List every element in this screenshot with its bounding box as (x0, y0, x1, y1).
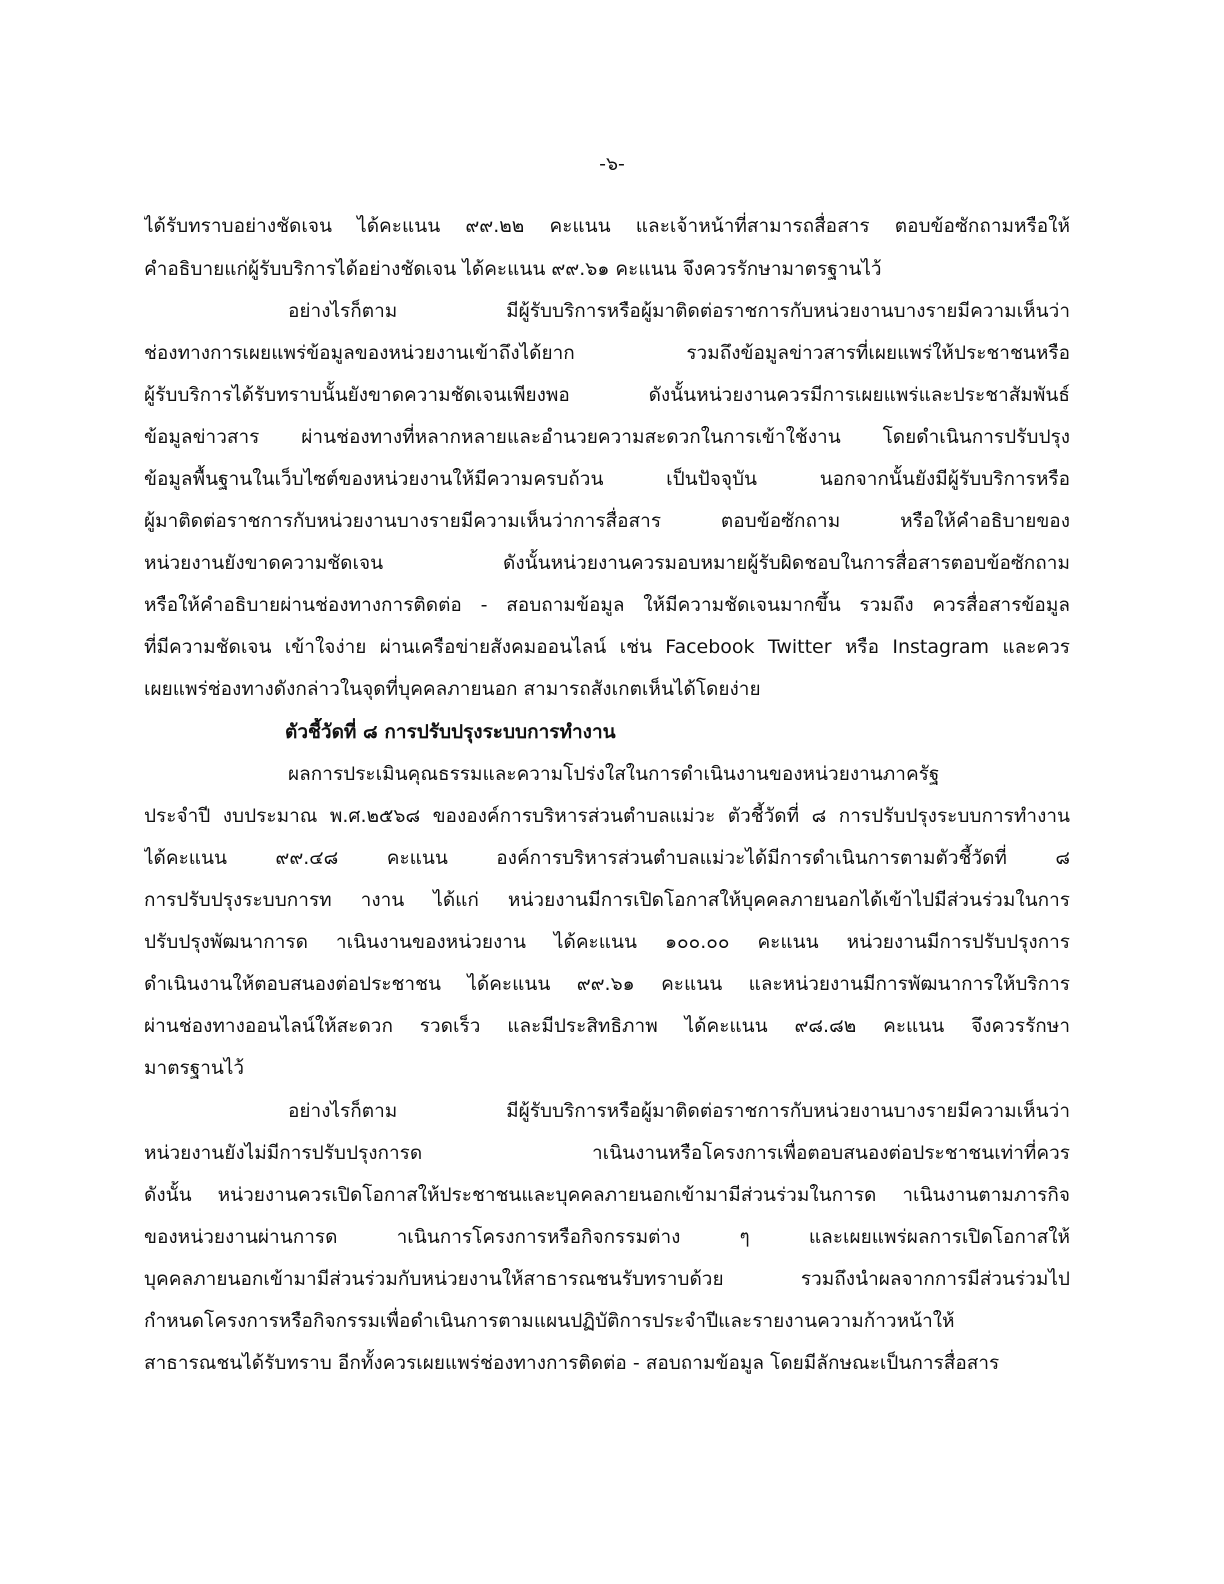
text-line: หน่วยงานยังไม่มีการปรับปรุงการด าเนินงานหรือโครงการเพื่อตอบสนองต่อประชาชนเท่าที่ควร (144, 1142, 1070, 1164)
text-line: ผู้มาติดต่อราชการกับหน่วยงานบางรายมีความเห็นว่าการสื่อสาร ตอบข้อซักถาม หรือให้คำอธิบายของ (144, 510, 1070, 532)
text-line: คำอธิบายแก่ผู้รับบริการได้อย่างชัดเจน ได้คะแนน ๙๙.๖๑ คะแนน จึงควรรักษามาตรฐานไว้ (144, 258, 882, 280)
text-line: มาตรฐานไว้ (144, 1057, 245, 1079)
text-line: ได้คะแนน ๙๙.๔๘ คะแนน องค์การบริหารส่วนตำบลแม่วะได้มีการดำเนินการตามตัวชี้วัดที่ ๘ (144, 847, 1070, 869)
text-line: ช่องทางการเผยแพร่ข้อมูลของหน่วยงานเข้าถึงได้ยาก รวมถึงข้อมูลข่าวสารที่เผยแพร่ให้ประชาชนหรือ (144, 342, 1070, 364)
text-line: สาธารณชนได้รับทราบ อีกทั้งควรเผยแพร่ช่องทางการติดต่อ - สอบถามข้อมูล โดยมีลักษณะเป็นการสื่อสาร (144, 1352, 1000, 1374)
text-line: ปรับปรุงพัฒนาการด าเนินงานของหน่วยงาน ได้คะแนน ๑๐๐.๐๐ คะแนน หน่วยงานมีการปรับปรุงการ (144, 931, 1070, 953)
text-line: ข้อมูลพื้นฐานในเว็บไซต์ของหน่วยงานให้มีความครบถ้วน เป็นปัจจุบัน นอกจากนั้นยังมีผู้รับบริการหรือ (144, 468, 1070, 490)
page-number: -๖- (599, 153, 625, 175)
text-line: ของหน่วยงานผ่านการด าเนินการโครงการหรือกิจกรรมต่าง ๆ และเผยแพร่ผลการเปิดโอกาสให้ (144, 1226, 1070, 1248)
paragraph-first-line: ผลการประเมินคุณธรรมและความโปร่งใสในการดำเนินงานของหน่วยงานภาครัฐ (288, 763, 940, 785)
text-line: เผยแพร่ช่องทางดังกล่าวในจุดที่บุคคลภายนอก สามารถสังเกตเห็นได้โดยง่าย (144, 678, 761, 700)
text-line: ข้อมูลข่าวสาร ผ่านช่องทางที่หลากหลายและอำนวยความสะดวกในการเข้าใช้งาน โดยดำเนินการปรับปรุง (144, 426, 1070, 448)
text-line: ประจำปี งบประมาณ พ.ศ.๒๕๖๘ ขององค์การบริหารส่วนตำบลแม่วะ ตัวชี้วัดที่ ๘ การปรับปรุงระบบการทำงาน (144, 805, 1070, 827)
text-line: ได้รับทราบอย่างชัดเจน ได้คะแนน ๙๙.๒๒ คะแนน และเจ้าหน้าที่สามารถสื่อสาร ตอบข้อซักถามหรือให้ (144, 215, 1070, 237)
text-line: หน่วยงานยังขาดความชัดเจน ดังนั้นหน่วยงานควรมอบหมายผู้รับผิดชอบในการสื่อสารตอบข้อซักถาม (144, 552, 1070, 574)
text-line: กำหนดโครงการหรือกิจกรรมเพื่อดำเนินการตามแผนปฏิบัติการประจำปีและรายงานความก้าวหน้าให้ (144, 1310, 955, 1332)
text-line: ผ่านช่องทางออนไลน์ให้สะดวก รวดเร็ว และมีประสิทธิภาพ ได้คะแนน ๙๘.๘๒ คะแนน จึงควรรักษา (144, 1015, 1070, 1037)
text-line: การปรับปรุงระบบการท างาน ได้แก่ หน่วยงานมีการเปิดโอกาสให้บุคคลภายนอกได้เข้าไปมีส่วนร่วมในการ (144, 889, 1070, 911)
paragraph-first-line: อย่างไรก็ตาม มีผู้รับบริการหรือผู้มาติดต่อราชการกับหน่วยงานบางรายมีความเห็นว่า (288, 1100, 1070, 1122)
section-heading: ตัวชี้วัดที่ ๘ การปรับปรุงระบบการทำงาน (285, 721, 616, 743)
text-line: ที่มีความชัดเจน เข้าใจง่าย ผ่านเครือข่ายสังคมออนไลน์ เช่น Facebook Twitter หรือ Instagram และควร (144, 636, 1070, 658)
text-line: ดำเนินงานให้ตอบสนองต่อประชาชน ได้คะแนน ๙๙.๖๑ คะแนน และหน่วยงานมีการพัฒนาการให้บริการ (144, 973, 1070, 995)
text-line: ผู้รับบริการได้รับทราบนั้นยังขาดความชัดเจนเพียงพอ ดังนั้นหน่วยงานควรมีการเผยแพร่และประชาสัมพันธ์ (144, 384, 1070, 406)
text-line: หรือให้คำอธิบายผ่านช่องทางการติดต่อ - สอบถามข้อมูล ให้มีความชัดเจนมากขึ้น รวมถึง ควรสื่อสารข้อมูล (144, 594, 1070, 616)
text-line: บุคคลภายนอกเข้ามามีส่วนร่วมกับหน่วยงานให้สาธารณชนรับทราบด้วย รวมถึงนำผลจากการมีส่วนร่วมไป (144, 1268, 1070, 1290)
paragraph-first-line: อย่างไรก็ตาม มีผู้รับบริการหรือผู้มาติดต่อราชการกับหน่วยงานบางรายมีความเห็นว่า (288, 300, 1070, 322)
text-line: ดังนั้น หน่วยงานควรเปิดโอกาสให้ประชาชนและบุคคลภายนอกเข้ามามีส่วนร่วมในการด าเนินงานตามภารกิจ (144, 1184, 1070, 1206)
